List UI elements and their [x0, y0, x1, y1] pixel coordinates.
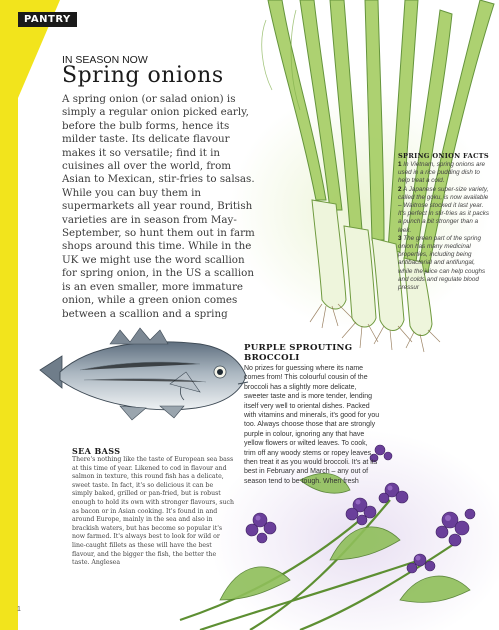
fact-number: 2 [398, 185, 402, 193]
fact-item [398, 161, 490, 186]
fact-item [398, 186, 490, 235]
fact-item [398, 235, 490, 292]
sea-bass-body: There's nothing like the taste of European sea bass at this time of year. Likened to cod in flavour and salmon in texture, this round fish has a delicate, sweet taste. In fact, it's so delicious it can be simply baked, grilled or pan-fried, but is robust enough to hold its own with stronger flavours, such as bacon or in Asian cooking. It's found in and around Europe, mainly in the sea and also in brackish waters, but has become so popular it's now farmed. It's always best to look for wild or line-caught fillets as these will have the best flavour, and the bigger the fish, the better the taste. Anglesea [72, 456, 234, 567]
page-number: 1 [17, 606, 21, 613]
fact-number: 3 [398, 234, 402, 242]
fact-number: 1 [398, 161, 402, 168]
broccoli-body: No prizes for guessing where its name comes from! This colourful cousin of the broccoli has a slightly more delicate, sweeter taste and is more tender, lending itself very well to oriental dishes. Packed with vitamins and minerals, it's good for you too. Always choose those that are strongly purple in colour, ignoring any that have yellow flowers or wilted leaves. To cook, trim off any woody stems or ropey leaves, then treat it as you would broccoli. It's at its best in February and March – any out of season tend to be tough. When fresh [244, 365, 380, 485]
facts-sidebar [398, 152, 490, 292]
article-title: Spring onions [62, 63, 224, 88]
fact-text: In Vietnam, spring onions are used in a rice pudding dish to help treat a cold. [398, 161, 486, 185]
facts-heading: SPRING ONION FACTS [398, 152, 489, 160]
sea-bass-heading: SEA BASS [72, 446, 121, 456]
fact-text: A Japanese super-size variety, called the goku, is now available – Waitrose stocked it last year. It's perfect in stir-fries as it packs a punch a bit stronger than a leek. [398, 185, 490, 234]
sea-bass-illustration [40, 328, 248, 420]
fact-text: The green part of the spring onion has many medicinal properties, including being antibacterial and antifungal, while the juice can help coughs and colds and regulate blood pressur [398, 234, 486, 292]
kicker: IN SEASON NOW [62, 54, 148, 66]
broccoli-heading: PURPLE SPROUTING BROCCOLI [244, 343, 353, 363]
intro-paragraph: A spring onion (or salad onion) is simply a regular onion picked early, before the bulb forms, hence its milder taste. Its delicate flavour makes it so versatile; find it in cuisines all over the world, from Asian to Mexican, stir-fries to salsas. While you can buy them in supermarkets all year round, British varieties are in season from May-September, so hunt them out in farm shops around this time. While in the UK we might use the word scallion for spring onion, in the US a scallion is an even smaller, more immature onion, while a green onion comes between a scallion and a spring [62, 93, 255, 320]
section-tab: PANTRY [18, 12, 77, 27]
